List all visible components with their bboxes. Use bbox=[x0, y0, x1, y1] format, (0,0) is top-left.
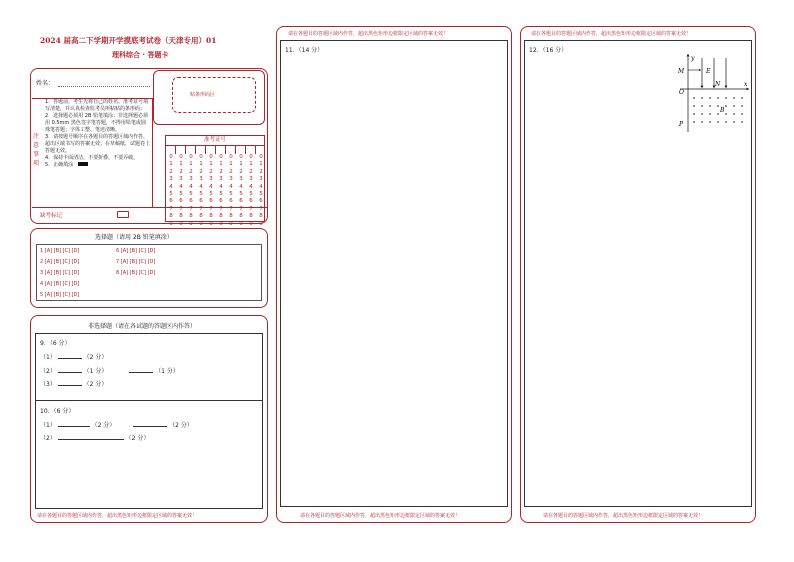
exam-id-digit-option[interactable]: 0 bbox=[209, 154, 213, 160]
exam-id-digit-option[interactable]: 8 bbox=[209, 213, 213, 220]
fig-label-O: O bbox=[679, 89, 684, 96]
exam-id-digit-option[interactable]: 6 bbox=[189, 198, 193, 205]
magnetic-field-dot bbox=[701, 121, 703, 123]
magnetic-field-dot bbox=[717, 105, 719, 107]
absent-checkbox[interactable] bbox=[117, 211, 129, 218]
fig-label-E: E bbox=[706, 68, 711, 75]
fig-label-M: M bbox=[678, 68, 685, 75]
magnetic-field-dot bbox=[701, 105, 703, 107]
q10-2-blank[interactable] bbox=[58, 439, 124, 440]
exam-id-digit-option[interactable]: 1 bbox=[229, 161, 233, 168]
exam-id-digit-option[interactable]: 0 bbox=[249, 154, 253, 160]
exam-id-digit-option[interactable]: 2 bbox=[179, 168, 183, 175]
magnetic-field-dot bbox=[709, 121, 711, 123]
exam-id-digit-option[interactable]: 6 bbox=[179, 198, 183, 205]
exam-id-label: 准考证号 bbox=[166, 136, 264, 146]
exam-id-digit-option[interactable]: 2 bbox=[169, 168, 173, 175]
q9-1-score: （2 分） bbox=[83, 354, 108, 361]
q9-row-3 bbox=[40, 379, 107, 388]
q12-label: 12．（16 分） bbox=[529, 47, 568, 54]
exam-id-digit-option[interactable]: 4 bbox=[249, 183, 253, 190]
q9-2-blank-b[interactable] bbox=[129, 372, 153, 373]
mc-question-row[interactable]: 1 [A] [B] [C] [D] bbox=[40, 248, 80, 254]
exam-id-digit-box[interactable] bbox=[216, 145, 226, 154]
warning-q12-top: 请在各题目的答题区域内作答，超出黑色矩形边框限定区域的答案无效！ bbox=[531, 31, 692, 37]
exam-id-digit-option[interactable]: 7 bbox=[239, 205, 243, 212]
exam-id-digit-option[interactable]: 6 bbox=[209, 198, 213, 205]
exam-id-digit-option[interactable]: 4 bbox=[259, 183, 263, 190]
exam-id-digit-box[interactable] bbox=[246, 145, 256, 154]
exam-id-digit-option[interactable]: 9 bbox=[219, 220, 223, 227]
exam-id-digit-option[interactable]: 7 bbox=[249, 205, 253, 212]
exam-id-digit-option[interactable]: 1 bbox=[169, 161, 173, 168]
fig-label-y: y bbox=[691, 55, 695, 62]
mc-title: 选择题（请用 2B 铅笔填涂） bbox=[95, 234, 173, 241]
notice-item bbox=[45, 162, 150, 169]
exam-id-digit-option[interactable]: 3 bbox=[229, 176, 233, 183]
exam-id-digit-column[interactable] bbox=[166, 154, 176, 228]
exam-id-digit-column[interactable] bbox=[216, 154, 226, 228]
q9-3-num: （3） bbox=[40, 381, 56, 388]
magnetic-field-dot bbox=[741, 121, 743, 123]
exam-id-digit-option[interactable]: 9 bbox=[259, 220, 263, 227]
exam-id-digit-option[interactable]: 0 bbox=[199, 154, 203, 160]
q9-3-blank[interactable] bbox=[58, 385, 82, 386]
exam-id-digit-option[interactable]: 4 bbox=[199, 183, 203, 190]
exam-id-digit-option[interactable]: 4 bbox=[209, 183, 213, 190]
exam-id-grid[interactable] bbox=[165, 135, 265, 227]
exam-id-digit-option[interactable]: 6 bbox=[199, 198, 203, 205]
mc-question-row[interactable]: 2 [A] [B] [C] [D] bbox=[40, 259, 80, 265]
name-label: 姓名： bbox=[36, 80, 55, 87]
magnetic-field-dot bbox=[693, 121, 695, 123]
q10-1-blank-a[interactable] bbox=[58, 426, 90, 427]
exam-id-digit-option[interactable]: 8 bbox=[259, 213, 263, 220]
exam-id-digit-option[interactable]: 8 bbox=[239, 213, 243, 220]
exam-id-digit-column[interactable] bbox=[236, 154, 246, 228]
exam-id-digit-option[interactable]: 0 bbox=[229, 154, 233, 160]
magnetic-field-dot bbox=[741, 105, 743, 107]
q10-2-num: （2） bbox=[40, 435, 56, 442]
exam-id-digit-option[interactable]: 4 bbox=[169, 183, 173, 190]
exam-id-digit-option[interactable]: 9 bbox=[189, 220, 193, 227]
q10-row-1 bbox=[40, 420, 193, 429]
q10-1-num: （1） bbox=[40, 422, 56, 429]
exam-id-digit-option[interactable]: 2 bbox=[259, 168, 263, 175]
q9-label: 9．（6 分） bbox=[40, 340, 71, 347]
mc-question-row[interactable]: 3 [A] [B] [C] [D] bbox=[40, 270, 80, 276]
exam-id-digit-box[interactable] bbox=[176, 145, 186, 154]
exam-id-digit-option[interactable]: 2 bbox=[219, 168, 223, 175]
exam-id-digit-option[interactable]: 0 bbox=[239, 154, 243, 160]
non-mc-title: 非选择题（请在各试题的答题区内作答） bbox=[88, 323, 197, 330]
exam-id-digit-option[interactable]: 9 bbox=[239, 220, 243, 227]
exam-id-digit-option[interactable]: 7 bbox=[259, 205, 263, 212]
notice-item: 4．保持卡面清洁，不要折叠，不要弄破。 bbox=[45, 155, 139, 161]
magnetic-field-dot bbox=[725, 97, 727, 99]
q9-2-score-a: （1 分） bbox=[83, 368, 108, 375]
magnetic-field-dot bbox=[709, 97, 711, 99]
exam-id-digit-option[interactable]: 2 bbox=[189, 168, 193, 175]
exam-id-digit-option[interactable]: 0 bbox=[219, 154, 223, 160]
page-title: 2024 届高二下学期开学摸底考试卷（天津专用）01 bbox=[40, 36, 217, 45]
q11-label: 11．（14 分） bbox=[285, 47, 324, 54]
exam-id-digit-option[interactable]: 9 bbox=[229, 220, 233, 227]
exam-id-digit-box[interactable] bbox=[206, 145, 216, 154]
exam-id-digit-option[interactable]: 5 bbox=[199, 191, 203, 198]
exam-id-digit-option[interactable]: 0 bbox=[179, 154, 183, 160]
mc-question-row[interactable]: 5 [A] [B] [C] [D] bbox=[40, 292, 80, 298]
page-subtitle: 理科综合 · 答题卡 bbox=[112, 51, 169, 59]
exam-id-digit-column[interactable] bbox=[196, 154, 206, 228]
exam-id-digit-option[interactable]: 7 bbox=[219, 205, 223, 212]
exam-id-digit-option[interactable]: 6 bbox=[169, 198, 173, 205]
exam-id-digit-option[interactable]: 3 bbox=[239, 176, 243, 183]
exam-id-digit-option[interactable]: 4 bbox=[219, 183, 223, 190]
q10-1-score-a: （2 分） bbox=[91, 422, 116, 429]
magnetic-field-dot bbox=[717, 121, 719, 123]
notice-item-text: 5．正确填涂 bbox=[45, 162, 74, 168]
exam-id-digit-option[interactable]: 9 bbox=[249, 220, 253, 227]
exam-id-digit-option[interactable]: 9 bbox=[169, 220, 173, 227]
exam-id-digit-option[interactable]: 4 bbox=[229, 183, 233, 190]
exam-id-digit-option[interactable]: 8 bbox=[249, 213, 253, 220]
q9-row-1 bbox=[40, 352, 107, 361]
exam-id-digit-option[interactable]: 8 bbox=[229, 213, 233, 220]
q10-1-blank-b[interactable] bbox=[133, 426, 167, 427]
magnetic-field-dot bbox=[717, 113, 719, 115]
warning-q11-top: 请在各题目的答题区域内作答，超出黑色矩形边框限定区域的答案无效！ bbox=[288, 31, 449, 37]
exam-id-digit-option[interactable]: 5 bbox=[189, 191, 193, 198]
exam-id-digit-column[interactable] bbox=[176, 154, 186, 228]
magnetic-field-dot bbox=[725, 113, 727, 115]
exam-id-digit-option[interactable]: 1 bbox=[189, 161, 193, 168]
notice-title: 注意事项 bbox=[33, 133, 40, 167]
exam-id-digit-option[interactable]: 5 bbox=[229, 191, 233, 198]
q9-2-score-b: （1 分） bbox=[155, 368, 179, 375]
exam-id-digit-option[interactable]: 1 bbox=[259, 161, 263, 168]
magnetic-field-dot bbox=[741, 113, 743, 115]
absent-label: 缺考标记 bbox=[40, 213, 63, 219]
q9-2-blank-a[interactable] bbox=[58, 372, 82, 373]
exam-id-digit-option[interactable]: 3 bbox=[179, 176, 183, 183]
exam-id-digit-option[interactable]: 6 bbox=[239, 198, 243, 205]
exam-id-digit-column[interactable] bbox=[256, 154, 266, 228]
magnetic-field-dot bbox=[693, 97, 695, 99]
exam-id-digit-option[interactable]: 3 bbox=[259, 176, 263, 183]
exam-id-digit-option[interactable]: 7 bbox=[229, 205, 233, 212]
magnetic-field-dot bbox=[709, 113, 711, 115]
exam-id-digit-box[interactable] bbox=[256, 145, 266, 154]
exam-id-digit-option[interactable]: 8 bbox=[219, 213, 223, 220]
q9-1-blank[interactable] bbox=[58, 358, 82, 359]
exam-id-digit-box[interactable] bbox=[236, 145, 246, 154]
magnetic-field-dot bbox=[733, 121, 735, 123]
q9-divider bbox=[35, 400, 263, 401]
magnetic-field-dot bbox=[733, 97, 735, 99]
exam-id-digit-option[interactable]: 1 bbox=[249, 161, 253, 168]
exam-id-digit-option[interactable]: 2 bbox=[199, 168, 203, 175]
exam-id-digit-box[interactable] bbox=[166, 145, 176, 154]
exam-id-digit-column[interactable] bbox=[206, 154, 216, 228]
exam-id-digit-option[interactable]: 2 bbox=[229, 168, 233, 175]
exam-id-digit-column[interactable] bbox=[226, 154, 236, 228]
name-field[interactable] bbox=[58, 86, 150, 87]
exam-id-digit-option[interactable]: 3 bbox=[199, 176, 203, 183]
exam-id-digit-option[interactable]: 1 bbox=[209, 161, 213, 168]
exam-id-digit-option[interactable]: 6 bbox=[259, 198, 263, 205]
exam-id-digit-option[interactable]: 5 bbox=[219, 191, 223, 198]
exam-id-digit-option[interactable]: 4 bbox=[189, 183, 193, 190]
exam-id-digit-option[interactable]: 2 bbox=[209, 168, 213, 175]
exam-id-digit-option[interactable]: 7 bbox=[179, 205, 183, 212]
exam-id-digit-option[interactable]: 6 bbox=[249, 198, 253, 205]
exam-id-digit-option[interactable]: 4 bbox=[239, 183, 243, 190]
fig-label-N: N bbox=[715, 81, 721, 88]
q9-2-num: （2） bbox=[40, 368, 56, 375]
q10-1-score-b: （2 分） bbox=[169, 422, 193, 429]
exam-id-digit-option[interactable]: 1 bbox=[239, 161, 243, 168]
fig-label-P: P bbox=[679, 121, 684, 128]
exam-id-digit-option[interactable]: 9 bbox=[199, 220, 203, 227]
absent-row bbox=[32, 207, 268, 208]
exam-id-digit-option[interactable]: 1 bbox=[179, 161, 183, 168]
exam-id-digit-option[interactable]: 2 bbox=[249, 168, 253, 175]
warning-q11-bottom: 请在各题目的答题区域内作答，超出黑色矩形边框限定区域的答案无效！ bbox=[300, 513, 461, 519]
exam-id-digit-option[interactable]: 8 bbox=[169, 213, 173, 220]
exam-id-digit-option[interactable]: 5 bbox=[259, 191, 263, 198]
magnetic-field-dot bbox=[725, 105, 727, 107]
notice-item: 1．答题前，考生先将自己的姓名、准考证号填写清楚，并认真检查监考员所粘贴的条形码； bbox=[45, 99, 149, 112]
exam-id-digit-option[interactable]: 9 bbox=[209, 220, 213, 227]
magnetic-field-dot bbox=[693, 113, 695, 115]
filled-sample-icon bbox=[78, 162, 88, 166]
exam-id-digit-option[interactable]: 9 bbox=[179, 220, 183, 227]
q9-3-score: （2 分） bbox=[83, 381, 108, 388]
magnetic-field-dot bbox=[733, 113, 735, 115]
exam-id-digit-option[interactable]: 3 bbox=[249, 176, 253, 183]
exam-id-digit-option[interactable]: 3 bbox=[209, 176, 213, 183]
exam-id-digit-option[interactable]: 3 bbox=[169, 176, 173, 183]
exam-id-digit-box[interactable] bbox=[196, 145, 206, 154]
exam-id-digit-option[interactable]: 8 bbox=[189, 213, 193, 220]
q10-label: 10．（6 分） bbox=[40, 408, 75, 415]
q9-1-num: （1） bbox=[40, 354, 56, 361]
exam-id-digit-option[interactable]: 6 bbox=[229, 198, 233, 205]
exam-id-digit-option[interactable]: 7 bbox=[199, 205, 203, 212]
magnetic-field-dot bbox=[709, 105, 711, 107]
exam-id-digit-option[interactable]: 8 bbox=[199, 213, 203, 220]
exam-id-digit-option[interactable]: 7 bbox=[169, 205, 173, 212]
mc-question-row[interactable]: 4 [A] [B] [C] [D] bbox=[40, 281, 80, 287]
exam-id-digit-box[interactable] bbox=[226, 145, 236, 154]
exam-id-digit-option[interactable]: 5 bbox=[169, 191, 173, 198]
notice-item: 2．选择题必须用 2B 铅笔填涂；非选择题必须用 0.5mm 黑色签字笔答题，不得用铅笔或圆珠笔答题；字体工整、笔迹清晰。 bbox=[45, 113, 148, 133]
exam-id-digit-option[interactable]: 2 bbox=[239, 168, 243, 175]
q9-row-2 bbox=[40, 366, 179, 375]
exam-id-digit-option[interactable]: 1 bbox=[199, 161, 203, 168]
exam-id-digit-option[interactable]: 4 bbox=[179, 183, 183, 190]
barcode-label: 贴条形码区 bbox=[190, 92, 216, 98]
q10-2-score: （2 分） bbox=[125, 435, 150, 442]
exam-id-digit-option[interactable]: 5 bbox=[179, 191, 183, 198]
exam-id-digit-option[interactable]: 5 bbox=[209, 191, 213, 198]
magnetic-field-dot bbox=[725, 121, 727, 123]
exam-id-digit-option[interactable]: 3 bbox=[219, 176, 223, 183]
exam-id-digit-box[interactable] bbox=[186, 145, 196, 154]
magnetic-field-dot bbox=[733, 105, 735, 107]
exam-id-digit-option[interactable]: 0 bbox=[169, 154, 173, 160]
exam-id-digit-option[interactable]: 6 bbox=[219, 198, 223, 205]
mc-question-row[interactable]: 6 [A] [B] [C] [D] bbox=[116, 248, 156, 254]
exam-id-digit-column[interactable] bbox=[246, 154, 256, 228]
magnetic-field-dot bbox=[717, 97, 719, 99]
exam-id-digit-option[interactable]: 5 bbox=[239, 191, 243, 198]
magnetic-field-dot bbox=[741, 97, 743, 99]
exam-id-digit-option[interactable]: 7 bbox=[189, 205, 193, 212]
exam-id-digit-column[interactable] bbox=[186, 154, 196, 228]
magnetic-field-dot bbox=[701, 113, 703, 115]
exam-id-digit-option[interactable]: 3 bbox=[189, 176, 193, 183]
exam-id-digit-option[interactable]: 7 bbox=[209, 205, 213, 212]
mc-question-row[interactable]: 7 [A] [B] [C] [D] bbox=[116, 259, 156, 265]
q11-answer-area[interactable] bbox=[280, 40, 508, 507]
magnetic-field-dot bbox=[701, 97, 703, 99]
exam-id-digit-option[interactable]: 5 bbox=[249, 191, 253, 198]
fig-label-x: x bbox=[744, 81, 748, 88]
magnetic-field-dot bbox=[693, 105, 695, 107]
exam-id-digit-option[interactable]: 1 bbox=[219, 161, 223, 168]
warning-left: 请在各题目的答题区域内作答，超出黑色矩形边框限定区域的答案无效！ bbox=[37, 513, 198, 519]
exam-id-digit-option[interactable]: 0 bbox=[259, 154, 263, 160]
q10-row-2 bbox=[40, 433, 149, 442]
q12-field-figure bbox=[670, 52, 750, 134]
notice-item: 3．请按题号顺序在各题目的答题区域内作答，超出区域书写的答案无效；在草稿纸、试题卷上答题无效。 bbox=[45, 134, 151, 154]
notice-list bbox=[45, 99, 150, 169]
fig-label-B: B bbox=[720, 107, 725, 114]
exam-id-digit-option[interactable]: 0 bbox=[189, 154, 193, 160]
exam-id-digit-option[interactable]: 8 bbox=[179, 213, 183, 220]
mc-question-row[interactable]: 8 [A] [B] [C] [D] bbox=[116, 270, 156, 276]
warning-q12-bottom: 请在各题目的答题区域内作答，超出黑色矩形边框限定区域的答案无效！ bbox=[543, 513, 704, 519]
